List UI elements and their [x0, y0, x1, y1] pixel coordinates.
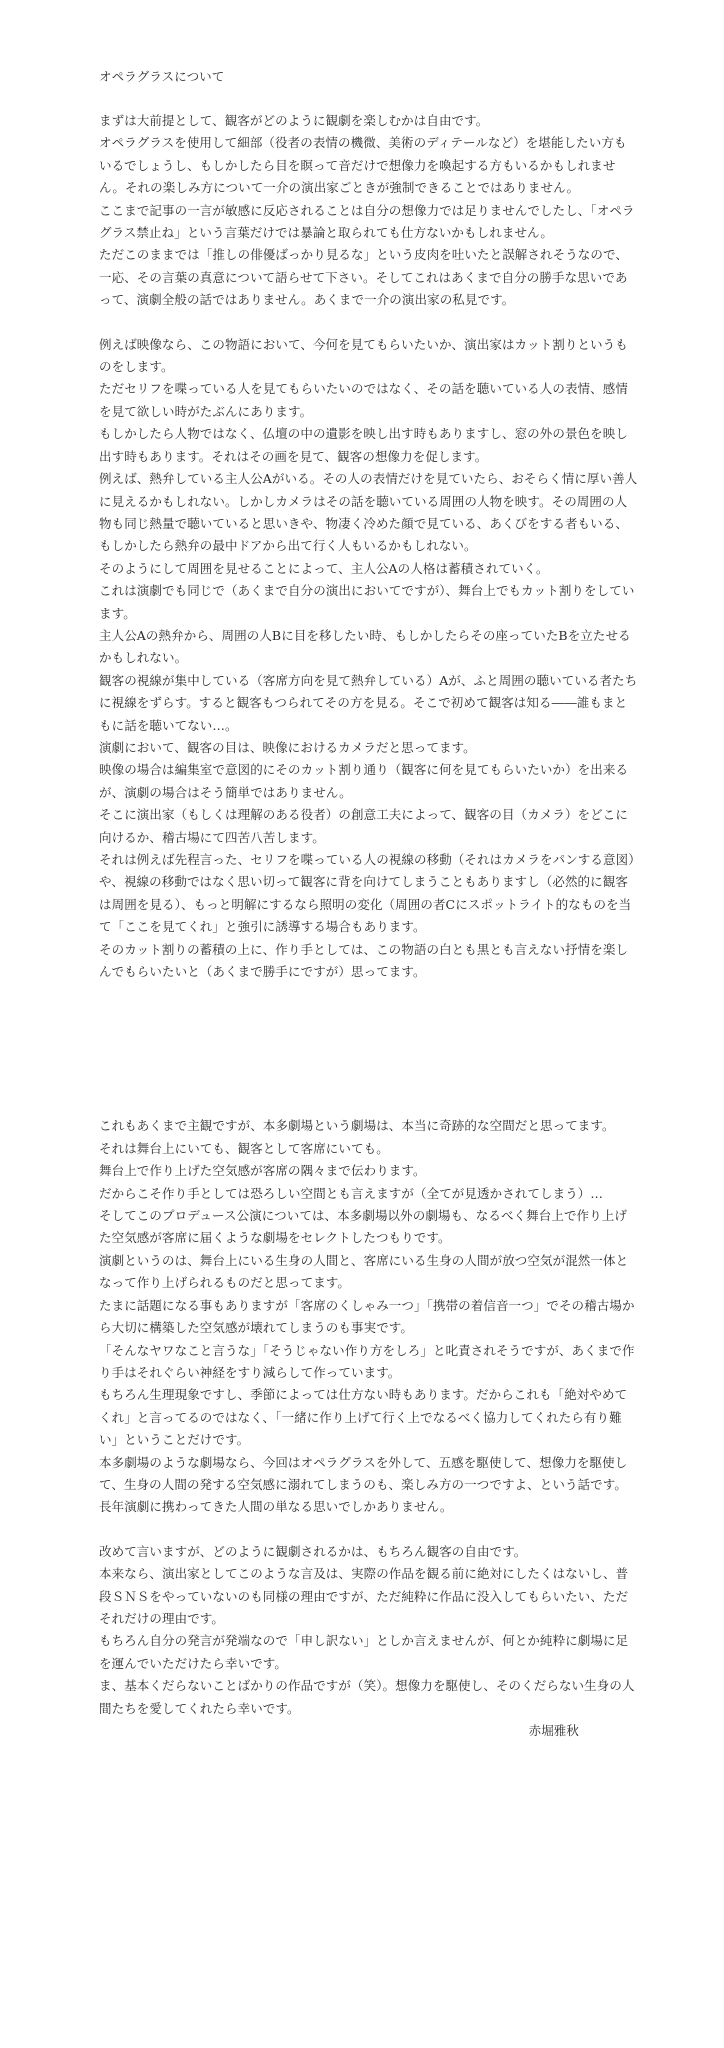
- section-closing: [99, 1541, 639, 1720]
- paragraph: 「そんなヤワなこと言うな」「そうじゃない作り方をしろ」と叱責されそうですが、あくまで作り手はそれぐらい神経をすり減らして作っています。: [99, 1342, 635, 1380]
- paragraph: ただセリフを喋っている人を見てもらいたいのではなく、その話を聴いている人の表情、感情を見て欲しい時がたぶんにあります。: [99, 381, 628, 419]
- paragraph: ま、基本くだらないことばかりの作品ですが（笑）。想像力を駆使し、そのくだらない生身の人間たちを愛してくれたら幸いです。: [99, 1678, 635, 1716]
- paragraph: 映像の場合は編集室で意図的にそのカット割り通り（観客に何を見てもらいたいか）を出来るが、演劇の場合はそう簡単ではありません。: [99, 762, 629, 800]
- paragraph: 本多劇場のような劇場なら、今回はオペラグラスを外して、五感を駆使して、想像力を駆使して、生身の人間の発する空気感に溺れてしまうのも、楽しみ方の一つですよ、という話です。長年演劇に携わってきた人間の単なる思いでしかありません。: [99, 1454, 628, 1515]
- paragraph: そのようにして周囲を見せることによって、主人公Aの人格は蓄積されていく。: [99, 560, 549, 576]
- paragraph: 例えば映像なら、この物語において、今何を見てもらいたいか、演出家はカット割りというものをします。: [99, 336, 628, 375]
- paragraph: 主人公Aの熱弁から、周囲の人Bに目を移したい時、もしかしたらその座っていたBを立たせるかもしれない。: [99, 627, 631, 666]
- paragraph: 例えば、熱弁している主人公Aがいる。その人の表情だけを見ていたら、おそらく情に厚い善人に見えるかもしれない。しかしカメラはその話を聴いている周囲の人物を映す。その周囲の人物も同じ熱量で聴いていると思いきや、物凄く冷めた顔で見ている、あくびをする者もいる、もしかしたら熱弁の最中ドアから出て行く人もいるかもしれない。: [99, 471, 638, 554]
- paragraph: たまに話題になる事もありますが「客席のくしゃみ一つ」「携帯の着信音一つ」でその稽古場から大切に構築した空気感が壊れてしまうのも事実です。: [99, 1297, 635, 1336]
- paragraph: 演劇において、観客の目は、映像におけるカメラだと思ってます。: [99, 739, 476, 755]
- paragraph: 本来なら、演出家としてこのような言及は、実際の作品を観る前に絶対にしたくはないし、普段ＳＮＳをやっていないのも同様の理由ですが、ただ純粋に作品に没入してもらいたい、ただそれだけの理由です。: [99, 1566, 629, 1626]
- article-title: オペラグラスについて: [99, 69, 225, 84]
- paragraph: 演劇というのは、舞台上にいる生身の人間と、客席にいる生身の人間が放つ空気が混然一体となって作り上げられるものだと思ってます。: [99, 1252, 629, 1291]
- paragraph: これは演劇でも同じで（あくまで自分の演出においてですが）、舞台上でもカット割りをしています。: [99, 583, 635, 621]
- paragraph: もしかしたら人物ではなく、仏壇の中の遺影を映し出す時もありますし、窓の外の景色を映し出す時もあります。それはその画を見て、観客の想像力を促します。: [99, 426, 628, 464]
- section-intro: [99, 110, 639, 312]
- section-cut-composition: [99, 334, 639, 984]
- paragraph: 観客の視線が集中している（客席方向を見て熱弁している）Aが、ふと周囲の聴いている者たちに視線をずらす。すると観客もつられてその方を見る。そこで初めて観客は知る――誰もまともに話を聴いてない…。: [99, 672, 638, 733]
- paragraph: もちろん生理現象ですし、季節によっては仕方ない時もあります。だからこれも「絶対やめてくれ」と言ってるのではなく、「一緒に作り上げて行く上でなるべく協力してくれたら有り難い」ということだけです。: [99, 1387, 628, 1448]
- paragraph: ただこのままでは「推しの俳優ばっかり見るな」という皮肉を吐いたと誤解されそうなので、一応、その言葉の真意について語らせて下さい。そしてこれはあくまで自分の勝手な思いであって、演劇全般の話ではありません。あくまで一介の演出家の私見です。: [99, 247, 628, 308]
- spacer: [99, 312, 639, 334]
- paragraph: もちろん自分の発言が発端なので「申し訳ない」としか言えませんが、何とか純粋に劇場に足を運んでいただけたら幸いです。: [99, 1633, 629, 1671]
- paragraph: そしてこのプロデュース公演については、本多劇場以外の劇場も、なるべく舞台上で作り上げた空気感が客席に届くような劇場をセレクトしたつもりです。: [99, 1208, 627, 1246]
- paragraph: ここまで記事の一言が敏感に反応されることは自分の想像力では足りませんでしたし、「オペラグラス禁止ね」という言葉だけでは暴論と取られても仕方ないかもしれません。: [99, 202, 635, 241]
- paragraph: そのカット割りの蓄積の上に、作り手としては、この物語の白とも黒とも言えない抒情を楽しんでもらいたいと（あくまで勝手にですが）思ってます。: [99, 941, 629, 980]
- paragraph: そこに演出家（もしくは理解のある役者）の創意工夫によって、観客の目（カメラ）をどこに向けるか、稽古場にて四苦八苦します。: [99, 807, 628, 845]
- paragraph: オペラグラスを使用して細部（役者の表情の機微、美術のディテールなど）を堪能したい方もいるでしょうし、もしかしたら目を瞑って音だけで想像力を喚起する方もいるかもしれません。それの楽しみ方について一介の演出家ごときが強制できることではありません。: [99, 135, 627, 196]
- paragraph: それは例えば先程言った、セリフを喋っている人の視線の移動（それはカメラをパンする意図）や、視線の移動ではなく思い切って観客に背を向けてしまうこともありますし（必然的に観客は周囲を見る）、もっと明解にするなら照明の変化（周囲の者Cにスポットライト的なものを当て「ここを見てくれ」と強引に誘導する場合もあります。: [99, 852, 635, 935]
- paragraph: 改めて言いますが、どのように観劇されるかは、もちろん観客の自由です。: [99, 1543, 527, 1559]
- paragraph: これもあくまで主観ですが、本多劇場という劇場は、本当に奇跡的な空間だと思ってます。: [99, 1118, 615, 1134]
- author-signature: 赤堀雅秋: [528, 1723, 579, 1738]
- paragraph: まずは大前提として、観客がどのように観劇を楽しむかは自由です。: [99, 113, 489, 128]
- section-theater: [99, 1115, 639, 1518]
- paragraph: 舞台上で作り上げた空気感が客席の隅々まで伝わります。: [99, 1163, 426, 1179]
- paragraph: それは舞台上にいても、観客として客席にいても。: [99, 1140, 389, 1156]
- article: [99, 66, 639, 1742]
- spacer: [99, 1519, 639, 1541]
- paragraph: だからこそ作り手としては恐ろしい空間とも言えますが（全てが見透かされてしまう）…: [99, 1185, 604, 1201]
- spacer: [99, 983, 639, 1115]
